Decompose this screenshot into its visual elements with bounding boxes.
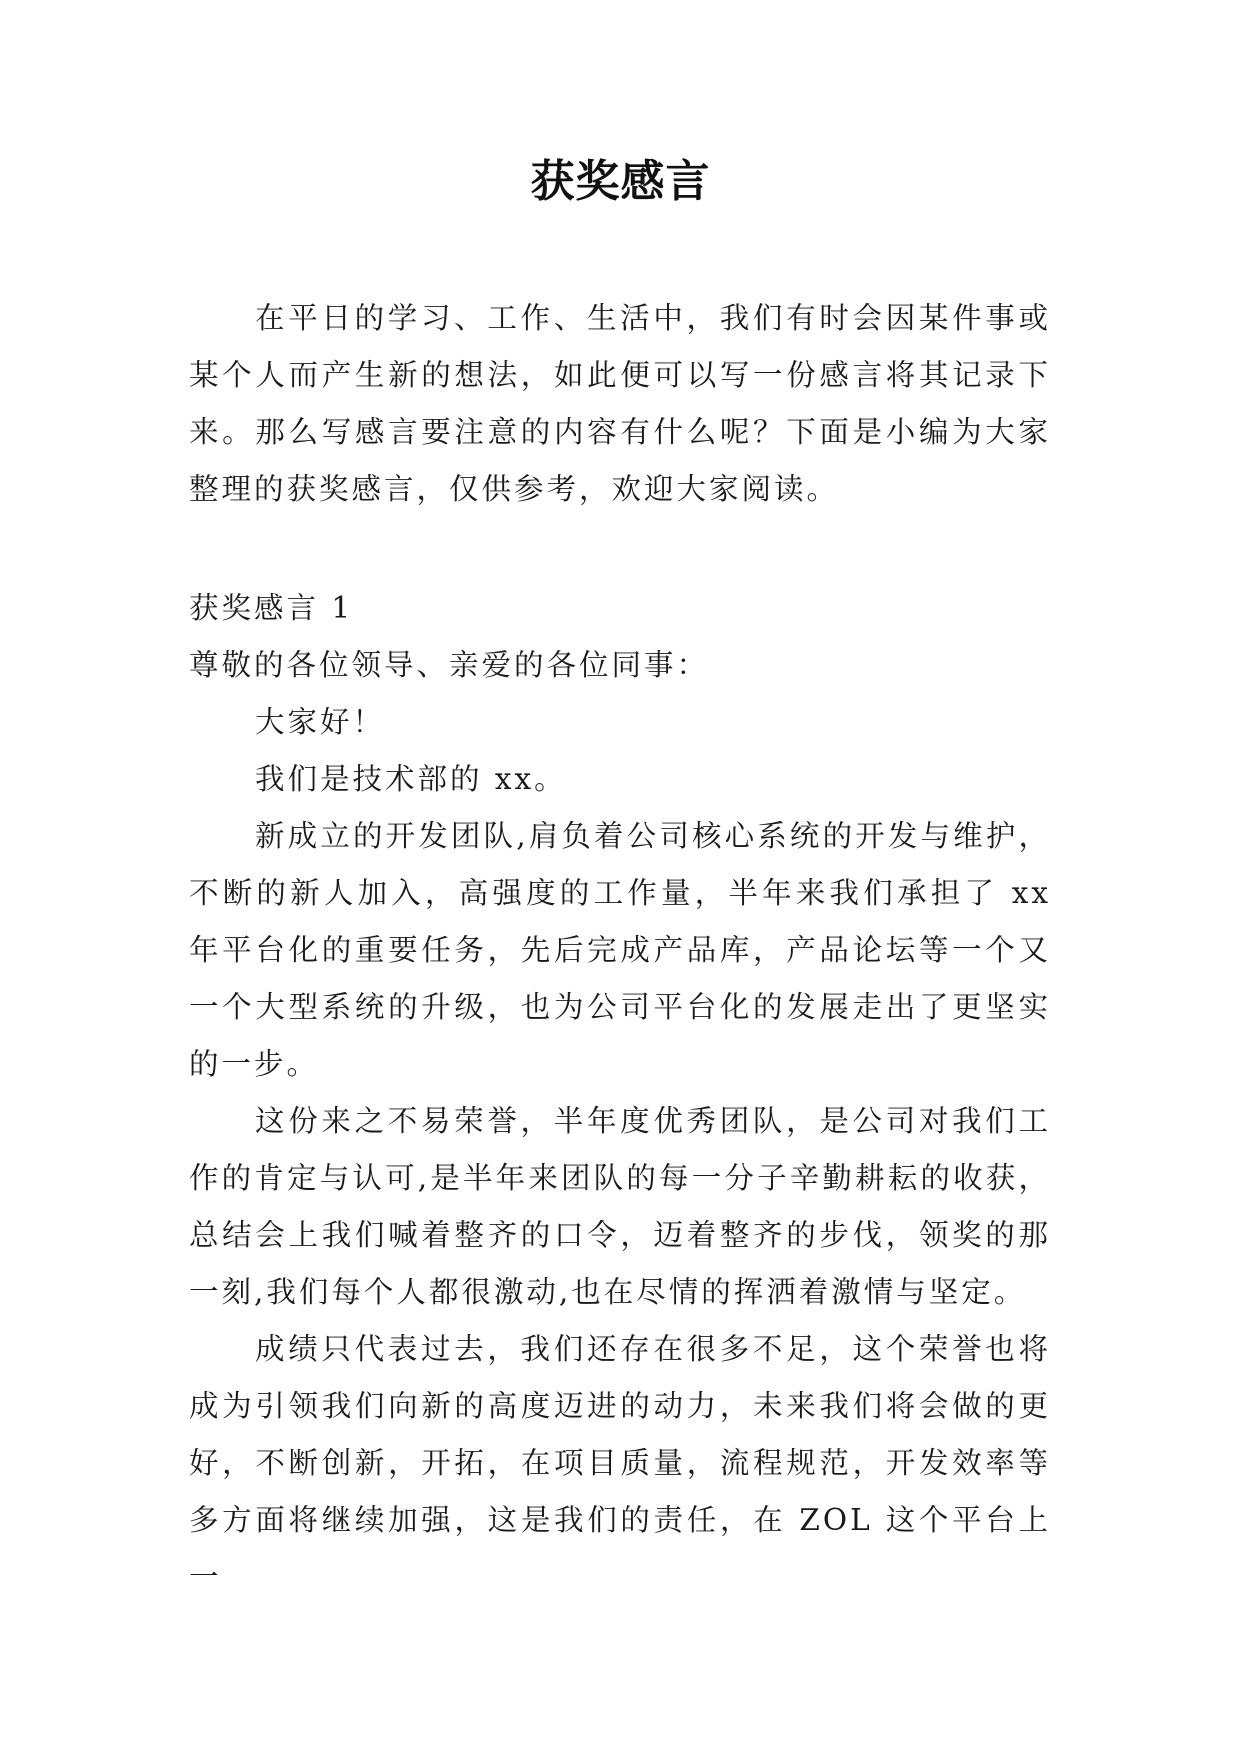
document-title: 获奖感言	[530, 156, 711, 207]
greeting: 大家好！	[255, 705, 386, 739]
salutation: 尊敬的各位领导、亲爱的各位同事：	[189, 648, 710, 682]
section-heading: 获奖感言 1	[189, 591, 354, 625]
body-paragraph: 这份来之不易荣誉，半年度优秀团队，是公司对我们工作的肯定与认可,是半年来团队的每一分子辛勤耕耘的收获，总结会上我们喊着整齐的口令，迈着整齐的步伐，领奖的那一刻,我们每个人都很激动,也在尽情的挥洒着激情与坚定。	[189, 1104, 1051, 1309]
body-paragraph: 我们是技术部的 xx。	[255, 762, 567, 796]
intro-block	[189, 290, 1051, 518]
speech-section	[189, 580, 1051, 1606]
intro-paragraph: 在平日的学习、工作、生活中，我们有时会因某件事或某个人而产生新的想法，如此便可以写一份感言将其记录下来。那么写感言要注意的内容有什么呢？下面是小编为大家整理的获奖感言，仅供参考，欢迎大家阅读。	[189, 301, 1051, 506]
body-paragraph: 成绩只代表过去，我们还存在很多不足，这个荣誉也将成为引领我们向新的高度迈进的动力，未来我们将会做的更好，不断创新，开拓，在项目质量，流程规范，开发效率等多方面将继续加强，这是我们的责任，在 ZOL 这个平台上一	[189, 1332, 1051, 1594]
body-paragraph: 新成立的开发团队,肩负着公司核心系统的开发与维护，不断的新人加入，高强度的工作量，半年来我们承担了 xx年平台化的重要任务，先后完成产品库，产品论坛等一个又一个大型系统的升级，也为公司平台化的发展走出了更坚实的一步。	[189, 819, 1051, 1081]
